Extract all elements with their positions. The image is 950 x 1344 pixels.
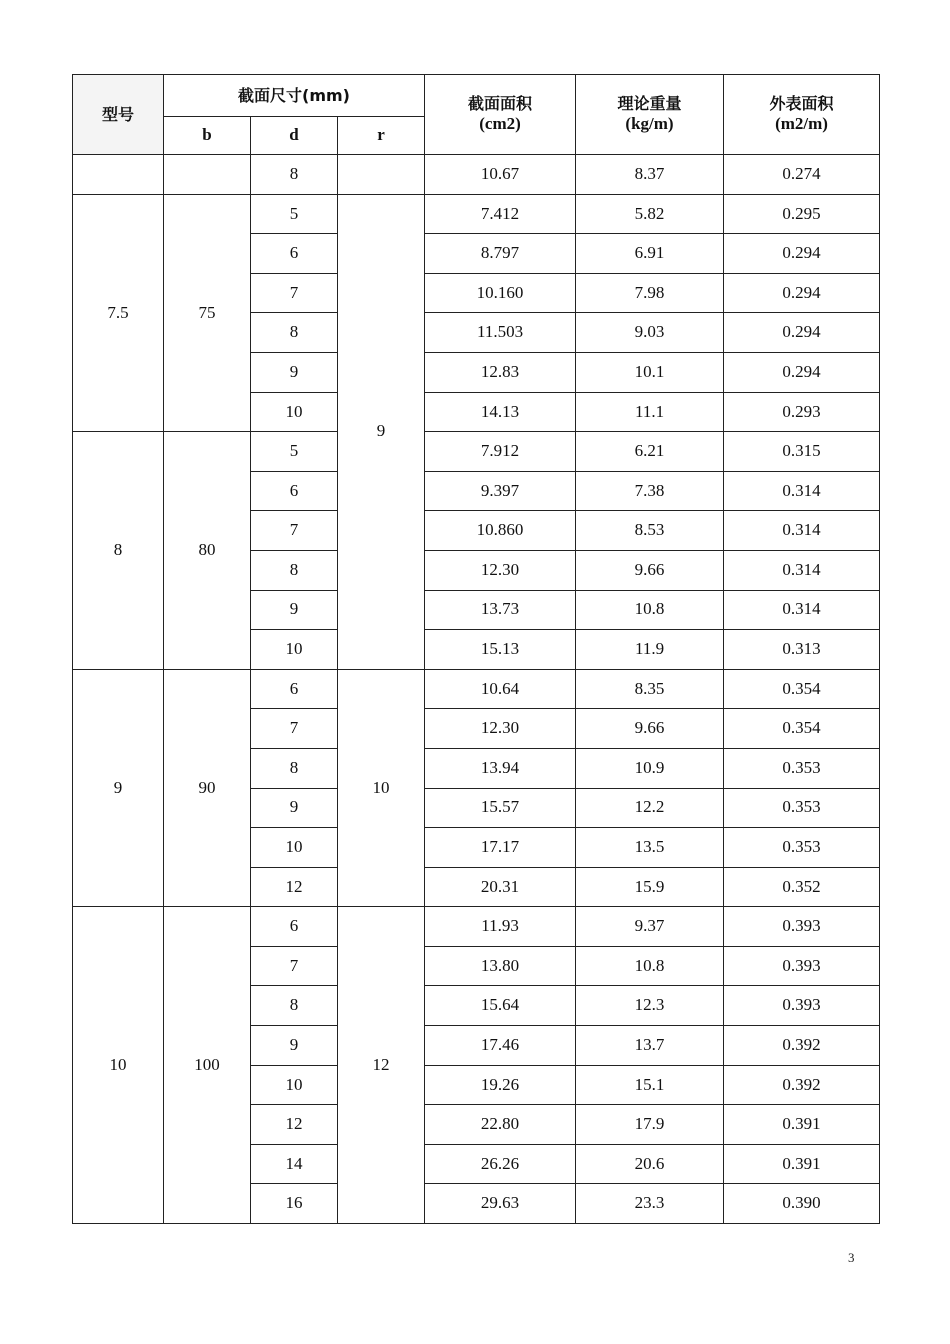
area-cell: 13.94 bbox=[425, 748, 576, 788]
model-cell: 7.5 bbox=[73, 194, 164, 432]
surface-cell: 0.390 bbox=[724, 1184, 880, 1224]
d-cell: 8 bbox=[251, 550, 338, 590]
area-cell: 7.912 bbox=[425, 432, 576, 472]
table-row bbox=[73, 907, 880, 947]
header-area-label: 截面面积 bbox=[468, 93, 533, 113]
d-cell: 9 bbox=[251, 352, 338, 392]
d-cell: 7 bbox=[251, 511, 338, 551]
surface-cell: 0.393 bbox=[724, 946, 880, 986]
weight-cell: 8.53 bbox=[576, 511, 724, 551]
d-cell: 8 bbox=[251, 155, 338, 195]
angle-steel-table bbox=[72, 74, 880, 1224]
weight-cell: 9.37 bbox=[576, 907, 724, 947]
page-number: 3 bbox=[848, 1250, 855, 1265]
area-cell: 10.67 bbox=[425, 155, 576, 195]
b-cell: 90 bbox=[164, 669, 251, 907]
weight-cell: 10.1 bbox=[576, 352, 724, 392]
area-cell: 17.17 bbox=[425, 828, 576, 868]
weight-cell: 6.21 bbox=[576, 432, 724, 472]
table-row bbox=[73, 194, 880, 234]
surface-cell: 0.294 bbox=[724, 234, 880, 274]
b-cell: 100 bbox=[164, 907, 251, 1224]
table-row bbox=[73, 432, 880, 472]
surface-cell: 0.353 bbox=[724, 828, 880, 868]
d-cell: 6 bbox=[251, 907, 338, 947]
area-cell: 10.160 bbox=[425, 273, 576, 313]
d-cell: 10 bbox=[251, 828, 338, 868]
d-cell: 6 bbox=[251, 234, 338, 274]
surface-cell: 0.391 bbox=[724, 1105, 880, 1145]
header-r: r bbox=[338, 117, 425, 155]
weight-cell: 9.66 bbox=[576, 550, 724, 590]
header-weight-label: 理论重量 bbox=[617, 93, 682, 113]
weight-cell: 5.82 bbox=[576, 194, 724, 234]
header-area bbox=[425, 75, 576, 155]
surface-cell: 0.274 bbox=[724, 155, 880, 195]
surface-cell: 0.393 bbox=[724, 907, 880, 947]
surface-cell: 0.353 bbox=[724, 788, 880, 828]
surface-cell: 0.391 bbox=[724, 1144, 880, 1184]
surface-cell: 0.314 bbox=[724, 511, 880, 551]
surface-cell: 0.354 bbox=[724, 669, 880, 709]
d-cell: 10 bbox=[251, 392, 338, 432]
surface-cell: 0.392 bbox=[724, 1065, 880, 1105]
d-cell: 8 bbox=[251, 748, 338, 788]
weight-cell: 8.35 bbox=[576, 669, 724, 709]
surface-cell: 0.314 bbox=[724, 550, 880, 590]
area-cell: 10.64 bbox=[425, 669, 576, 709]
header-d: d bbox=[251, 117, 338, 155]
weight-cell: 9.66 bbox=[576, 709, 724, 749]
header-area-unit: (cm2) bbox=[479, 114, 521, 134]
weight-cell: 6.91 bbox=[576, 234, 724, 274]
weight-cell: 10.9 bbox=[576, 748, 724, 788]
area-cell: 15.57 bbox=[425, 788, 576, 828]
b-cell-empty bbox=[164, 155, 251, 195]
d-cell: 10 bbox=[251, 1065, 338, 1105]
weight-cell: 13.5 bbox=[576, 828, 724, 868]
surface-cell: 0.314 bbox=[724, 590, 880, 630]
header-weight bbox=[576, 75, 724, 155]
surface-cell: 0.315 bbox=[724, 432, 880, 472]
r-cell: 10 bbox=[338, 669, 425, 907]
weight-cell: 7.98 bbox=[576, 273, 724, 313]
area-cell: 11.93 bbox=[425, 907, 576, 947]
area-cell: 26.26 bbox=[425, 1144, 576, 1184]
area-cell: 17.46 bbox=[425, 1026, 576, 1066]
area-cell: 10.860 bbox=[425, 511, 576, 551]
area-cell: 11.503 bbox=[425, 313, 576, 353]
model-cell: 8 bbox=[73, 432, 164, 670]
d-cell: 5 bbox=[251, 194, 338, 234]
weight-cell: 10.8 bbox=[576, 946, 724, 986]
d-cell: 9 bbox=[251, 1026, 338, 1066]
table-header bbox=[73, 75, 880, 155]
d-cell: 8 bbox=[251, 986, 338, 1026]
d-cell: 12 bbox=[251, 1105, 338, 1145]
weight-cell: 11.9 bbox=[576, 630, 724, 670]
d-cell: 6 bbox=[251, 669, 338, 709]
table-body bbox=[73, 155, 880, 1224]
area-cell: 15.13 bbox=[425, 630, 576, 670]
surface-cell: 0.314 bbox=[724, 471, 880, 511]
surface-cell: 0.352 bbox=[724, 867, 880, 907]
d-cell: 7 bbox=[251, 946, 338, 986]
d-cell: 12 bbox=[251, 867, 338, 907]
d-cell: 14 bbox=[251, 1144, 338, 1184]
weight-cell: 11.1 bbox=[576, 392, 724, 432]
b-cell: 75 bbox=[164, 194, 251, 432]
d-cell: 7 bbox=[251, 709, 338, 749]
r-cell: 9 bbox=[338, 194, 425, 669]
area-cell: 7.412 bbox=[425, 194, 576, 234]
area-cell: 12.30 bbox=[425, 550, 576, 590]
r-cell-empty bbox=[338, 155, 425, 195]
d-cell: 16 bbox=[251, 1184, 338, 1224]
r-cell: 12 bbox=[338, 907, 425, 1224]
d-cell: 10 bbox=[251, 630, 338, 670]
d-cell: 9 bbox=[251, 788, 338, 828]
header-surface-unit: (m2/m) bbox=[775, 114, 828, 134]
surface-cell: 0.353 bbox=[724, 748, 880, 788]
surface-cell: 0.294 bbox=[724, 313, 880, 353]
header-weight-unit: (kg/m) bbox=[625, 114, 674, 134]
surface-cell: 0.294 bbox=[724, 273, 880, 313]
table-row bbox=[73, 155, 880, 195]
weight-cell: 8.37 bbox=[576, 155, 724, 195]
model-cell: 9 bbox=[73, 669, 164, 907]
d-cell: 7 bbox=[251, 273, 338, 313]
table-row bbox=[73, 669, 880, 709]
area-cell: 9.397 bbox=[425, 471, 576, 511]
surface-cell: 0.295 bbox=[724, 194, 880, 234]
area-cell: 12.83 bbox=[425, 352, 576, 392]
weight-cell: 13.7 bbox=[576, 1026, 724, 1066]
surface-cell: 0.294 bbox=[724, 352, 880, 392]
weight-cell: 23.3 bbox=[576, 1184, 724, 1224]
surface-cell: 0.392 bbox=[724, 1026, 880, 1066]
area-cell: 19.26 bbox=[425, 1065, 576, 1105]
weight-cell: 15.1 bbox=[576, 1065, 724, 1105]
model-cell: 10 bbox=[73, 907, 164, 1224]
weight-cell: 20.6 bbox=[576, 1144, 724, 1184]
area-cell: 14.13 bbox=[425, 392, 576, 432]
weight-cell: 15.9 bbox=[576, 867, 724, 907]
d-cell: 9 bbox=[251, 590, 338, 630]
header-section-dims: 截面尺寸(mm) bbox=[164, 75, 425, 117]
d-cell: 5 bbox=[251, 432, 338, 472]
surface-cell: 0.393 bbox=[724, 986, 880, 1026]
area-cell: 13.80 bbox=[425, 946, 576, 986]
area-cell: 12.30 bbox=[425, 709, 576, 749]
d-cell: 6 bbox=[251, 471, 338, 511]
header-model: 型号 bbox=[73, 75, 164, 155]
area-cell: 8.797 bbox=[425, 234, 576, 274]
header-surface-label: 外表面积 bbox=[769, 93, 834, 113]
area-cell: 22.80 bbox=[425, 1105, 576, 1145]
area-cell: 15.64 bbox=[425, 986, 576, 1026]
header-surface bbox=[724, 75, 880, 155]
b-cell: 80 bbox=[164, 432, 251, 670]
surface-cell: 0.313 bbox=[724, 630, 880, 670]
area-cell: 29.63 bbox=[425, 1184, 576, 1224]
weight-cell: 12.3 bbox=[576, 986, 724, 1026]
weight-cell: 10.8 bbox=[576, 590, 724, 630]
area-cell: 13.73 bbox=[425, 590, 576, 630]
weight-cell: 12.2 bbox=[576, 788, 724, 828]
surface-cell: 0.354 bbox=[724, 709, 880, 749]
area-cell: 20.31 bbox=[425, 867, 576, 907]
d-cell: 8 bbox=[251, 313, 338, 353]
header-b: b bbox=[164, 117, 251, 155]
weight-cell: 9.03 bbox=[576, 313, 724, 353]
model-cell-empty bbox=[73, 155, 164, 195]
surface-cell: 0.293 bbox=[724, 392, 880, 432]
weight-cell: 7.38 bbox=[576, 471, 724, 511]
weight-cell: 17.9 bbox=[576, 1105, 724, 1145]
